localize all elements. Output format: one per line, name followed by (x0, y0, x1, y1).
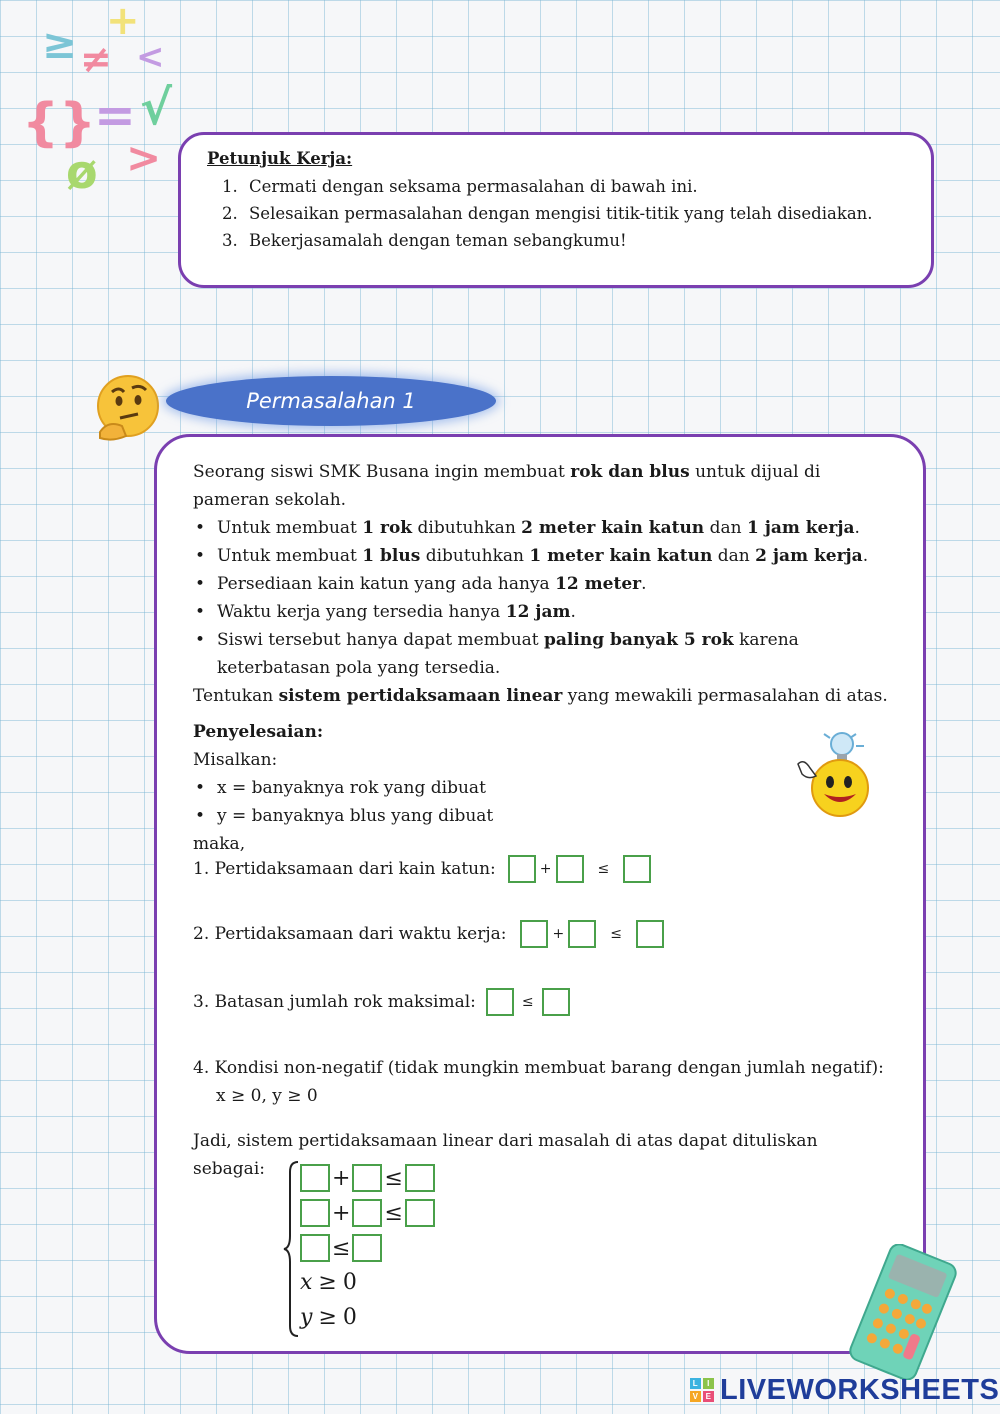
condition-item: • Persediaan kain katun yang ada hanya 12 meter. (217, 570, 893, 598)
answer-box[interactable] (636, 920, 664, 948)
instruction-item: 2. Selesaikan permasalahan dengan mengisi titik-titik yang telah disediakan. (243, 200, 887, 227)
svg-text:+: + (106, 0, 140, 44)
variable-y: • y = banyaknya blus yang dibuat (217, 802, 893, 830)
instruction-item: 1. Cermati dengan seksama permasalahan di bawah ini. (243, 173, 887, 200)
svg-text:ø: ø (66, 145, 98, 199)
liveworksheets-logo (690, 1370, 999, 1410)
inequality-system (282, 1158, 438, 1340)
plus-sign: + (332, 1165, 351, 1191)
solution-let: Misalkan: (193, 750, 278, 770)
answer-box[interactable] (556, 855, 584, 883)
problem-conditions (193, 514, 893, 682)
system-row-3 (300, 1234, 382, 1262)
answer-box[interactable] (542, 988, 570, 1016)
answer-box[interactable] (352, 1164, 382, 1192)
instructions-box (178, 132, 934, 288)
solution-title: Penyelesaian: (193, 722, 324, 742)
svg-text:=: = (94, 86, 136, 144)
svg-text:≠: ≠ (80, 37, 112, 81)
system-row-5: y ≥ 0 (300, 1305, 357, 1330)
answer-box[interactable] (300, 1164, 330, 1192)
answer-box[interactable] (300, 1234, 330, 1262)
condition-item: • Untuk membuat 1 rok dibutuhkan 2 meter kain katun dan 1 jam kerja. (217, 514, 893, 542)
plus-sign: + (539, 861, 552, 877)
plus-sign: + (552, 926, 565, 942)
system-row-4: x ≥ 0 (300, 1270, 357, 1295)
instructions-title: Petunjuk Kerja: (207, 149, 353, 168)
svg-text:≥: ≥ (42, 19, 78, 68)
math-symbols-decoration-icon (18, 0, 198, 200)
answer-box[interactable] (568, 920, 596, 948)
question-4 (193, 1054, 893, 1110)
leq-sign: ≤ (610, 926, 622, 942)
svg-text:<: < (136, 37, 165, 77)
system-row-1 (300, 1164, 435, 1192)
calculator-icon (838, 1244, 968, 1380)
curly-brace-icon (282, 1158, 302, 1340)
solution-then: maka, (193, 834, 246, 854)
answer-box[interactable] (352, 1234, 382, 1262)
problem-intro: Seorang siswi SMK Busana ingin membuat rok dan blus untuk dijual di pameran sekolah. (193, 462, 821, 510)
logo-mark-icon: L I V E (690, 1378, 714, 1402)
condition-item: • Untuk membuat 1 blus dibutuhkan 1 meter kain katun dan 2 jam kerja. (217, 542, 893, 570)
leq-sign: ≤ (597, 861, 610, 877)
condition-item: • Waktu kerja yang tersedia hanya 12 jam. (217, 598, 893, 626)
answer-box[interactable] (405, 1164, 435, 1192)
answer-box[interactable] (623, 855, 651, 883)
leq-sign: ≤ (384, 1165, 403, 1191)
condition-item: • Siswi tersebut hanya dapat membuat paling banyak 5 rok karena keterbatasan pola yang tersedia. (217, 626, 893, 682)
lightbulb-smiley-icon (784, 728, 880, 818)
question-4-label: 4. Kondisi non-negatif (tidak mungkin membuat barang dengan jumlah negatif): (193, 1058, 884, 1078)
question-3-row (193, 988, 570, 1016)
question-4-answer: x ≥ 0, y ≥ 0 (216, 1086, 318, 1106)
system-row-2 (300, 1199, 435, 1227)
question-3-label: 3. Batasan jumlah rok maksimal: (193, 992, 476, 1012)
svg-text:{}: {} (22, 93, 97, 153)
plus-sign: + (332, 1200, 351, 1226)
question-2-label: 2. Pertidaksamaan dari waktu kerja: (193, 924, 507, 944)
instructions-list (205, 173, 887, 254)
variable-x: • x = banyaknya rok yang dibuat (217, 774, 893, 802)
question-2-row (193, 920, 664, 948)
question-1-row (193, 855, 651, 883)
leq-sign: ≤ (521, 994, 534, 1010)
thinking-face-icon (92, 372, 164, 444)
answer-box[interactable] (520, 920, 548, 948)
answer-box[interactable] (352, 1199, 382, 1227)
leq-sign: ≤ (332, 1235, 351, 1261)
conclusion-text: Jadi, sistem pertidaksamaan linear dari masalah di atas dapat dituliskan sebagai: (193, 1131, 818, 1179)
svg-text:√: √ (140, 80, 173, 136)
problem-task: Tentukan sistem pertidaksamaan linear yang mewakili permasalahan di atas. (193, 686, 888, 706)
answer-box[interactable] (405, 1199, 435, 1227)
leq-sign: ≤ (384, 1200, 403, 1226)
answer-box[interactable] (486, 988, 514, 1016)
answer-box[interactable] (300, 1199, 330, 1227)
problem-label: Permasalahan 1 (166, 376, 496, 426)
question-1-label: 1. Pertidaksamaan dari kain katun: (193, 859, 496, 879)
instruction-item: 3. Bekerjasamalah dengan teman sebangkumu! (243, 227, 887, 254)
answer-box[interactable] (508, 855, 536, 883)
svg-text:>: > (126, 133, 162, 182)
logo-text: LIVEWORKSHEETS (720, 1373, 1000, 1406)
